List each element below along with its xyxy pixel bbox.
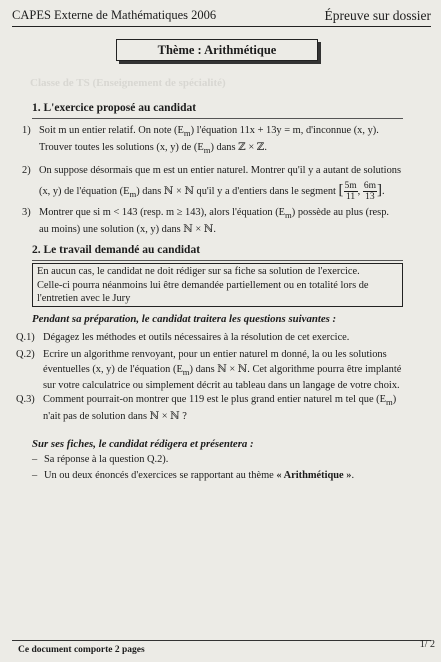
item-line: (x, y) de l'équation $(E_m)$ dans ℕ × ℕ qu'il y a d'entiers dans le segment [ $\frac{5m}{11}$ , $\frac{6m}{13}$ ]. <box>39 180 385 202</box>
document-page: CAPES Externe de Mathématiques 2006 Épreuve sur dossier Thème : Arithmétique Classe de TS (Enseignement de spécialité) 1. L'exercice proposé au candidat 1) Soit m un entier relatif. On note $(E_m)$ l'équation 11x + 13y = m, d'inconnue (x, y). Trouver toutes les solutions (x, y) de $(E_m)$ dans ℤ × ℤ. 2) On suppose désormais que m est un entier naturel. Montrer qu'il y a autant de solutions (x, y) de l'équation $(E_m)$ dans ℕ × ℕ qu'il y a d'entiers dans le segment [ $\frac{5m}{11}$ , $\frac{6m}{13}$ ]. 3) Montrer que si m < 143 (resp. m ≥ 143), alors l'équation $(E_m)$ possède au plus (resp. au moins) une solution (x, y) dans ℕ × ℕ. 2. Le travail demandé au candidat En aucun cas, le candidat ne doit rédiger sur sa fiche sa solution de l'exercice. Celle-ci pourra néanmoins lui être demandée partiellement ou en totalité lors de l'entretien avec le Jury Pendant sa préparation, le candidat traitera les questions suivantes : Q.1) Dégagez les méthodes et outils nécessaires à la résolution de cet exercice. Q.2) Ecrire un algorithme renvoyant, pour un entier naturel m donné, la ou les solutions éventuelles (x, y) de l'équation $(E_m)$ dans ℕ × ℕ. Cet algorithme pourra être implanté sur votre calculatrice ou simplement décrit au tableau dans un langage de votre choix. Q.3) Comment pourrait-on montrer que 119 est le plus grand entier naturel m tel que $(E_m)$ n'ait pas de solution dans ℕ × ℕ ? Sur ses fiches, le candidat rédigera et présentera : – Sa réponse à la question Q.2). – Un ou deux énoncés d'exercices se rapportant au thème « Arithmétique ». Ce document comporte 2 pages 1/ 2 <box>12 8 435 655</box>
page-number: 1/ 2 <box>419 639 435 650</box>
question-line: Ecrire un algorithme renvoyant, pour un entier naturel m donné, la ou les solutions <box>43 349 387 360</box>
item-number: 2) <box>22 165 31 176</box>
fraction-upper: $\frac{6m}{13}$ <box>363 180 376 202</box>
section-2-title: 2. Le travail demandé au candidat <box>32 244 201 256</box>
fraction-lower: $\frac{5m}{11}$ <box>344 180 357 202</box>
section-1-title: 1. L'exercice proposé au candidat <box>32 102 197 114</box>
fiche-intro: Sur ses fiches, le candidat rédigera et présentera : <box>32 438 254 450</box>
exam-type: Épreuve sur dossier <box>324 8 431 23</box>
header-rule <box>12 26 431 27</box>
question-line: sur votre calculatrice ou simplement décrit au tableau dans un langage de votre choix. <box>43 380 400 392</box>
exam-title: CAPES Externe de Mathématiques 2006 <box>12 8 217 22</box>
question-line: Comment pourrait-on montrer que 119 est le plus grand entier naturel m tel que $(E_m)$ <box>43 394 397 408</box>
footer-rule <box>12 640 431 641</box>
preparation-intro: Pendant sa préparation, le candidat traitera les questions suivantes : <box>32 313 337 325</box>
question-line: Dégagez les méthodes et outils nécessaires à la résolution de cet exercice. <box>43 332 350 343</box>
item-number: 3) <box>22 207 31 218</box>
item-number: 1) <box>22 125 31 136</box>
section-2-rule <box>32 260 403 261</box>
page-count-note: Ce document comporte 2 pages <box>18 645 145 655</box>
page-header <box>12 8 431 26</box>
section-1-rule <box>32 118 403 119</box>
bleed-through-text: Classe de TS (Enseignement de spécialité) <box>30 77 226 89</box>
question-line: n'ait pas de solution dans ℕ × ℕ ? <box>43 410 187 422</box>
item-line: Montrer que si m < 143 (resp. m ≥ 143), alors l'équation $(E_m)$ possède au plus (resp. <box>39 207 390 221</box>
question-number: Q.3) <box>16 394 35 405</box>
question-number: Q.1) <box>16 332 35 343</box>
box-line: En aucun cas, le candidat ne doit rédiger sur sa fiche sa solution de l'exercice. <box>37 266 360 277</box>
theme-box: Thème : Arithmétique <box>116 39 318 61</box>
box-line: Celle-ci pourra néanmoins lui être demandée partiellement ou en totalité lors de <box>37 279 369 291</box>
item-line: au moins) une solution (x, y) dans ℕ × ℕ. <box>39 223 216 235</box>
question-number: Q.2) <box>16 349 35 360</box>
question-line: éventuelles (x, y) de l'équation $(E_m)$ dans ℕ × ℕ. Cet algorithme pourra être implanté <box>43 363 402 377</box>
box-line: l'entretien avec le Jury <box>37 293 131 304</box>
item-line: Trouver toutes les solutions (x, y) de $(E_m)$ dans ℤ × ℤ. <box>39 141 267 155</box>
item-line: Soit m un entier relatif. On note $(E_m)$ l'équation 11x + 13y = m, d'inconnue (x, y). <box>39 125 379 139</box>
item-line: On suppose désormais que m est un entier naturel. Montrer qu'il y a autant de solutions <box>39 165 402 176</box>
instructions-box <box>32 263 403 307</box>
